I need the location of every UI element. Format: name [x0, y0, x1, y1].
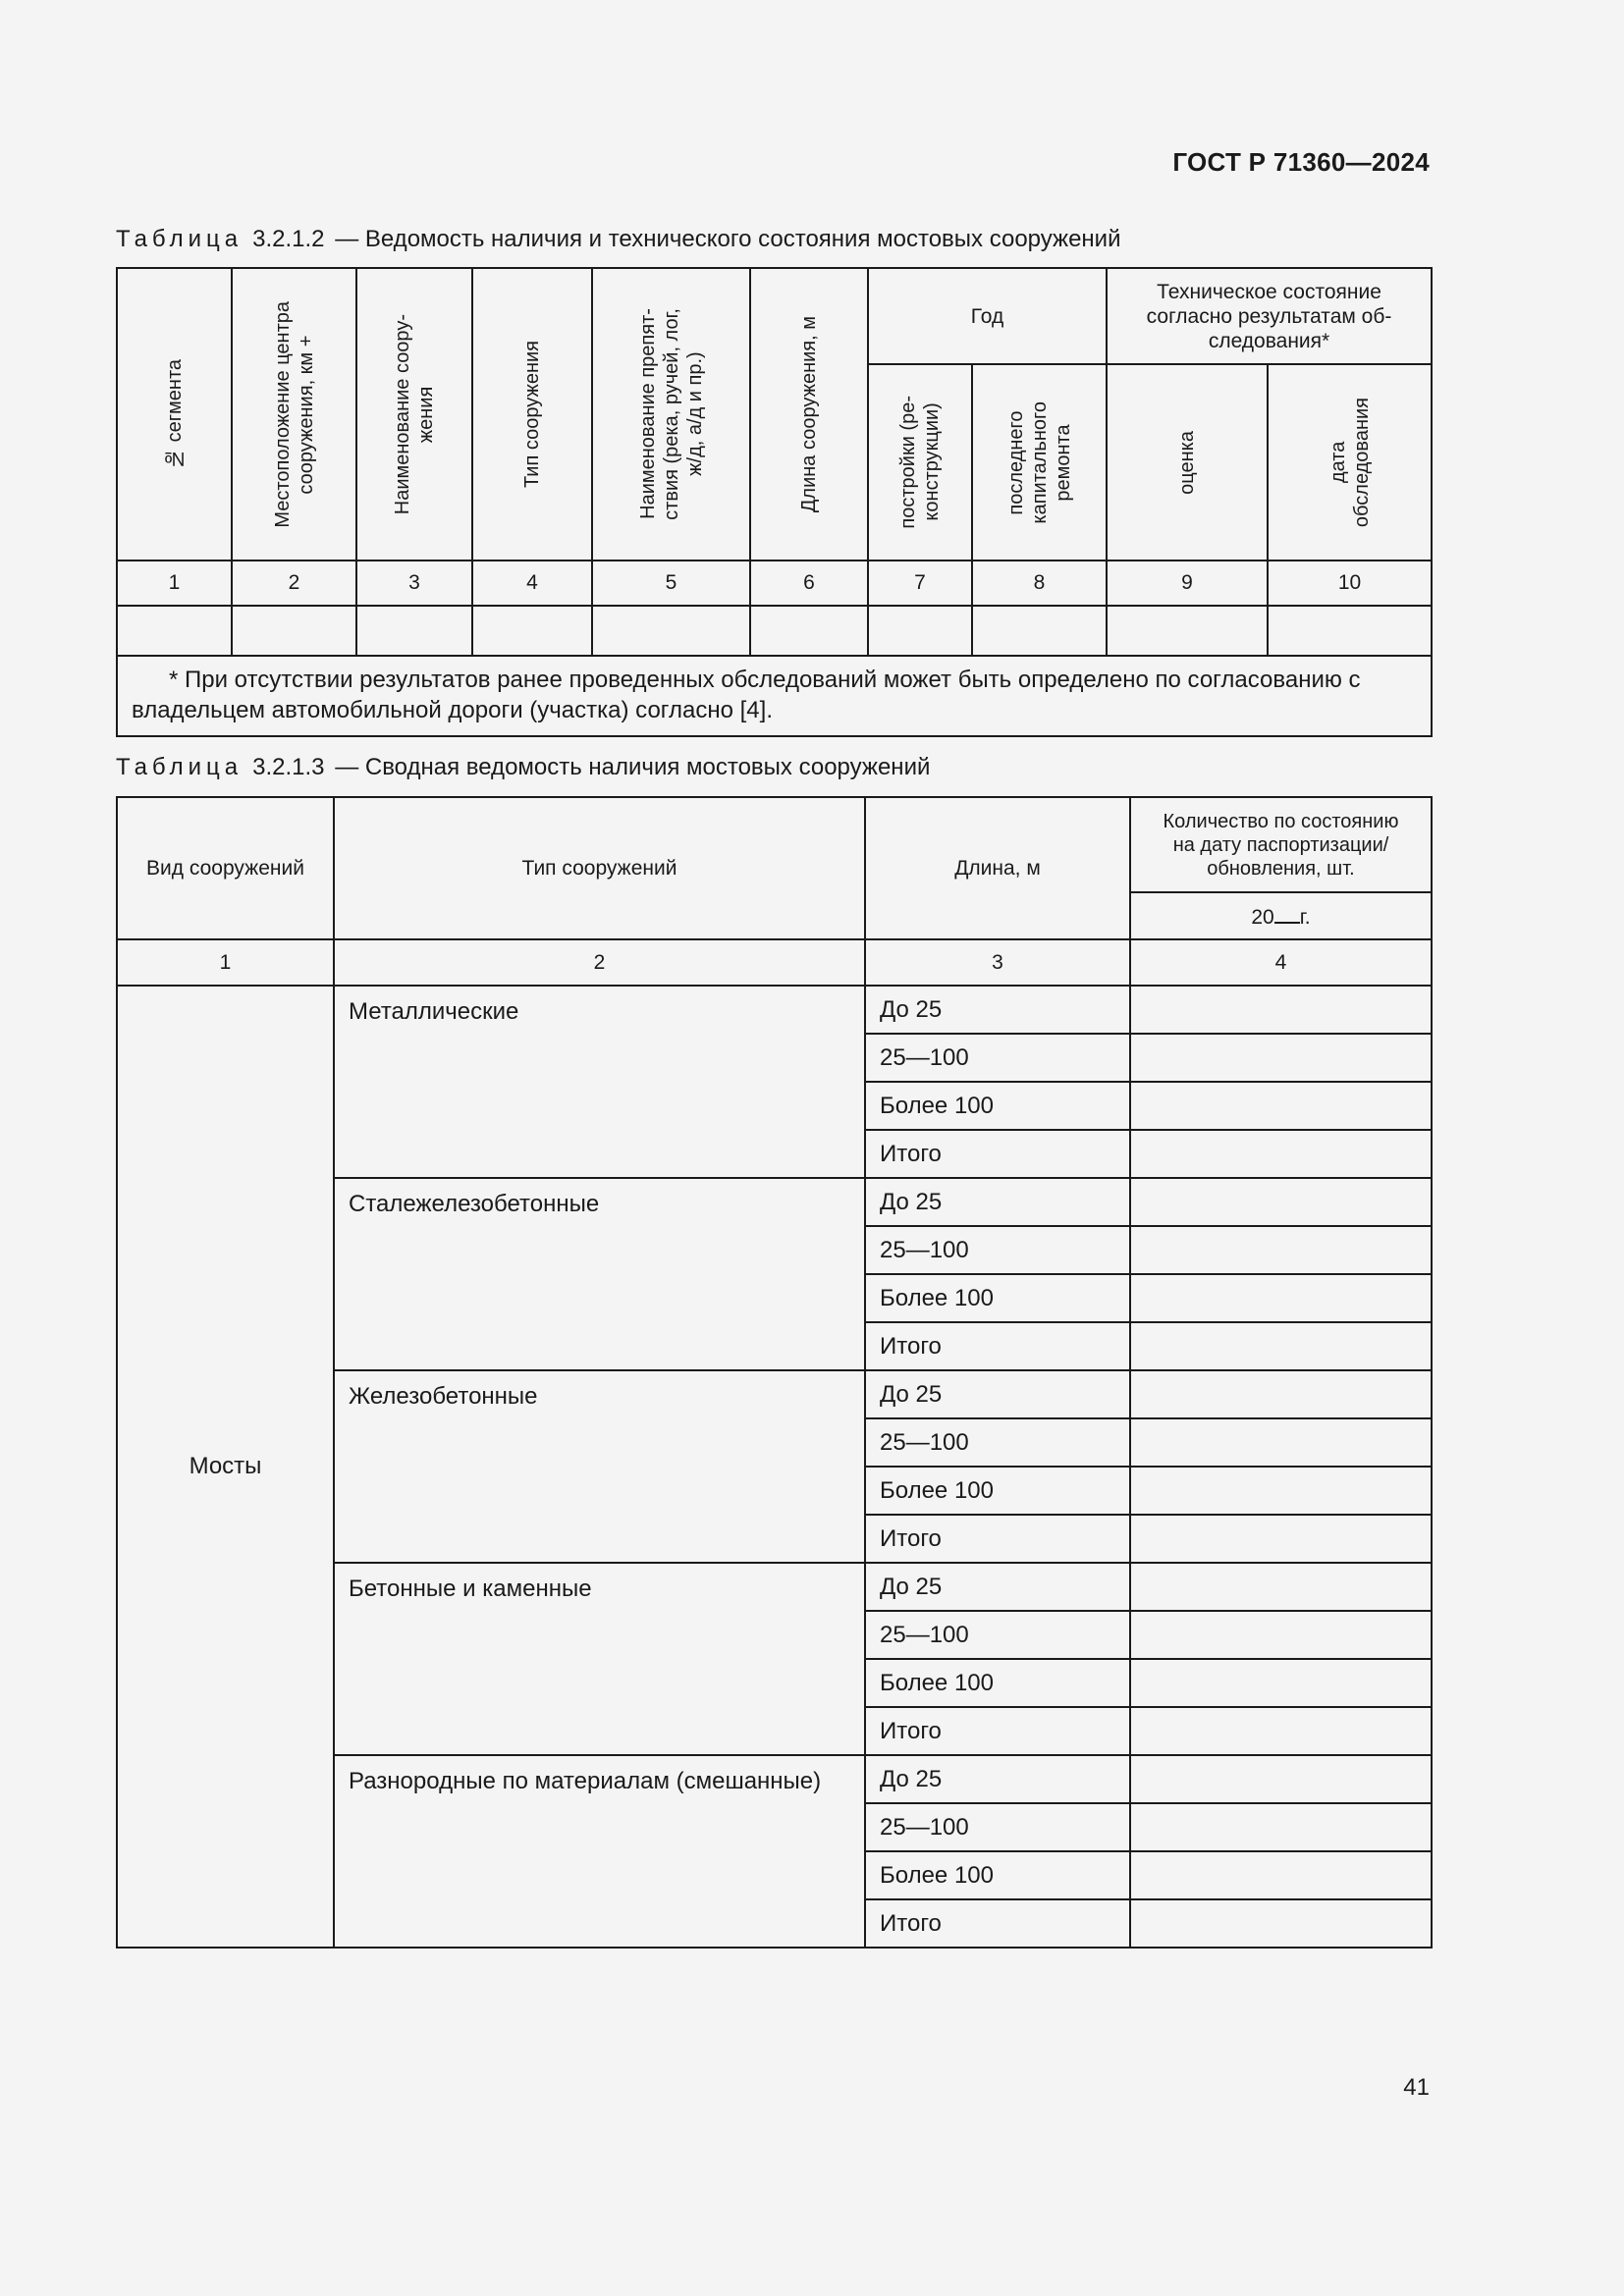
count-cell — [1130, 1659, 1432, 1707]
table1-caption-number: 3.2.1.2 — [252, 226, 325, 252]
header-structure-length: Длина сооружения, м — [750, 268, 868, 561]
count-cell — [1130, 1851, 1432, 1899]
count-cell — [1130, 1899, 1432, 1948]
header-survey-date: дата обследования — [1268, 364, 1432, 561]
document-code: ГОСТ Р 71360—2024 — [1172, 147, 1430, 177]
column-number: 1 — [117, 561, 232, 606]
column-number: 2 — [232, 561, 356, 606]
length-range-cell: 25—100 — [865, 1034, 1130, 1082]
length-range-cell: Более 100 — [865, 1082, 1130, 1130]
structure-type-cell: Сталежелезобетонные — [334, 1178, 865, 1370]
column-number: 7 — [868, 561, 972, 606]
length-range-cell: До 25 — [865, 1178, 1130, 1226]
empty-cell — [972, 606, 1107, 656]
header-type: Тип сооружений — [334, 797, 865, 939]
table2-caption-number: 3.2.1.3 — [252, 754, 325, 780]
length-range-cell: Более 100 — [865, 1467, 1130, 1515]
count-cell — [1130, 1082, 1432, 1130]
length-range-cell: До 25 — [865, 1563, 1130, 1611]
header-segment: № сегмента — [117, 268, 232, 561]
column-number: 3 — [865, 939, 1130, 986]
column-number: 3 — [356, 561, 472, 606]
structure-kind-cell: Мосты — [117, 986, 334, 1948]
length-range-cell: До 25 — [865, 1370, 1130, 1418]
table1-caption-title: — Ведомость наличия и технического состояния мостовых сооружений — [335, 226, 1121, 252]
header-structure-type: Тип сооружения — [472, 268, 592, 561]
header-kind: Вид сооружений — [117, 797, 334, 939]
count-cell — [1130, 1418, 1432, 1467]
count-cell — [1130, 1803, 1432, 1851]
column-number: 8 — [972, 561, 1107, 606]
column-number: 5 — [592, 561, 750, 606]
empty-cell — [1268, 606, 1432, 656]
column-number: 1 — [117, 939, 334, 986]
count-cell — [1130, 1274, 1432, 1322]
length-range-cell: До 25 — [865, 1755, 1130, 1803]
table2-caption — [116, 754, 930, 781]
column-number: 6 — [750, 561, 868, 606]
header-count: Количество по состоянию на дату паспортизации/ обновления, шт. — [1130, 797, 1432, 892]
column-number: 4 — [472, 561, 592, 606]
count-cell — [1130, 1370, 1432, 1418]
header-structure-name: Наименование соору- жения — [356, 268, 472, 561]
count-cell — [1130, 1611, 1432, 1659]
column-number: 9 — [1107, 561, 1268, 606]
empty-data-row — [117, 606, 1432, 656]
year-blank-line — [1274, 902, 1300, 924]
length-range-cell: 25—100 — [865, 1803, 1130, 1851]
count-cell — [1130, 1178, 1432, 1226]
table2-caption-title: — Сводная ведомость наличия мостовых сооружений — [335, 754, 931, 780]
structure-type-cell: Бетонные и каменные — [334, 1563, 865, 1755]
empty-cell — [232, 606, 356, 656]
length-range-cell: До 25 — [865, 986, 1130, 1034]
length-range-cell: Более 100 — [865, 1659, 1130, 1707]
header-obstacle-name: Наименование препят- ствия (река, ручей, лог, ж/д, а/д и пр.) — [592, 268, 750, 561]
length-range-cell: 25—100 — [865, 1611, 1130, 1659]
column-number: 10 — [1268, 561, 1432, 606]
header-year: 20 г. — [1130, 892, 1432, 939]
count-cell — [1130, 1515, 1432, 1563]
count-cell — [1130, 986, 1432, 1034]
count-cell — [1130, 1707, 1432, 1755]
structure-type-cell: Разнородные по материалам (смешанные) — [334, 1755, 865, 1948]
count-cell — [1130, 1755, 1432, 1803]
empty-cell — [750, 606, 868, 656]
length-range-cell: Более 100 — [865, 1851, 1130, 1899]
header-location: Местоположение центра сооружения, км + — [232, 268, 356, 561]
count-cell — [1130, 1322, 1432, 1370]
table2-caption-word: Таблица — [116, 754, 244, 780]
empty-cell — [356, 606, 472, 656]
empty-cell — [592, 606, 750, 656]
table1-caption-word: Таблица — [116, 226, 244, 252]
page-number: 41 — [1403, 2074, 1430, 2101]
header-rating: оценка — [1107, 364, 1268, 561]
structure-type-cell: Железобетонные — [334, 1370, 865, 1563]
column-number: 4 — [1130, 939, 1432, 986]
empty-cell — [1107, 606, 1268, 656]
count-cell — [1130, 1563, 1432, 1611]
column-number: 2 — [334, 939, 865, 986]
count-cell — [1130, 1226, 1432, 1274]
header-group-condition: Техническое состояние согласно результатам об-следования* — [1107, 268, 1432, 364]
table1-caption — [116, 226, 1121, 253]
length-range-cell: 25—100 — [865, 1418, 1130, 1467]
length-range-cell: Итого — [865, 1899, 1130, 1948]
count-cell — [1130, 1467, 1432, 1515]
bridge-summary-table — [116, 796, 1433, 1949]
header-group-year: Год — [868, 268, 1107, 364]
empty-cell — [472, 606, 592, 656]
count-cell — [1130, 1130, 1432, 1178]
length-range-cell: Итого — [865, 1707, 1130, 1755]
length-range-cell: Более 100 — [865, 1274, 1130, 1322]
length-range-cell: Итого — [865, 1515, 1130, 1563]
header-year-built: постройки (ре- конструкции) — [868, 364, 972, 561]
structure-type-cell: Металлические — [334, 986, 865, 1178]
header-year-last-repair: последнего капитального ремонта — [972, 364, 1107, 561]
bridge-condition-table — [116, 267, 1433, 737]
header-length: Длина, м — [865, 797, 1130, 939]
length-range-cell: 25—100 — [865, 1226, 1130, 1274]
count-cell — [1130, 1034, 1432, 1082]
table1-footnote: * При отсутствии результатов ранее проведенных обследований может быть определено по согласованию с владельцем автомобильной дороги (участка) согласно [4]. — [117, 656, 1432, 736]
length-range-cell: Итого — [865, 1322, 1130, 1370]
empty-cell — [868, 606, 972, 656]
table-row — [117, 986, 1432, 1034]
empty-cell — [117, 606, 232, 656]
length-range-cell: Итого — [865, 1130, 1130, 1178]
